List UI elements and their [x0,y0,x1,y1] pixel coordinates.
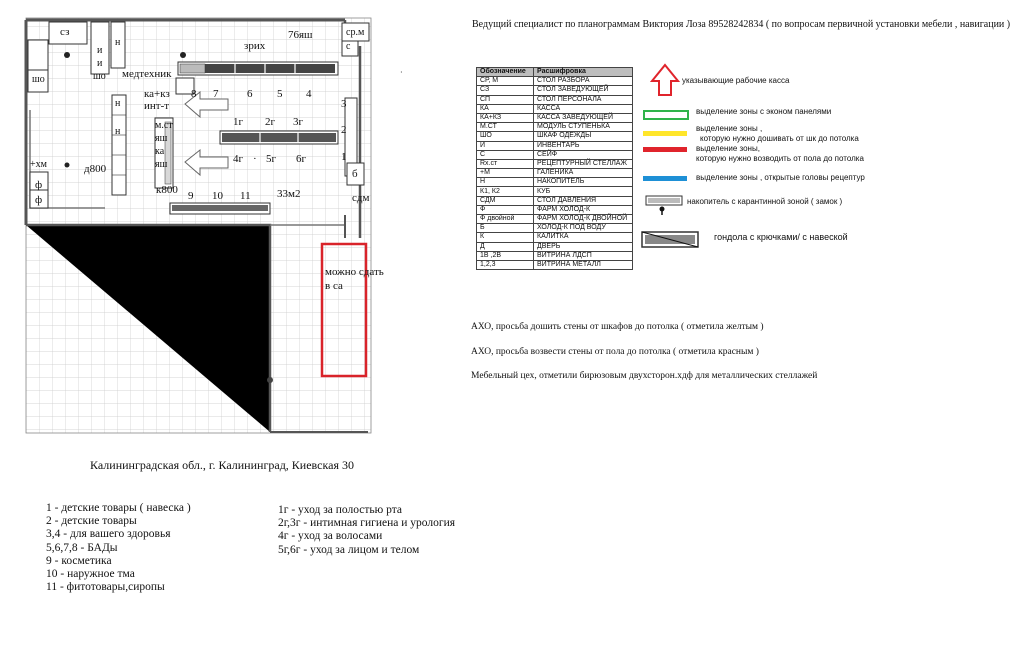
blue-zone-swatch [643,176,687,181]
label-1g: 1г [233,116,244,128]
category-item: 10 - наружное тма [46,568,135,581]
legend-row [477,141,633,150]
legend-row [477,187,633,196]
legend-desc: ГАЛЕНИКА [534,169,633,178]
legend-row [477,205,633,214]
label-sdm: сдм [352,192,370,204]
sym-yellow-text-1: выделение зоны , [696,124,763,133]
legend-code: 1В ,2В [477,251,534,260]
note-yellow-walls: АХО, просьба дошить стены от шкафов до потолка ( отметила желтым ) [471,322,764,332]
label-8: 8 [191,88,197,100]
label-rent-2: в са [325,280,343,292]
label-sho-2: шо [32,74,45,85]
legend-row [477,123,633,132]
legend-code: И [477,141,534,150]
legend-code: КА [477,104,534,113]
legend-desc: КАЛИТКА [534,233,633,242]
legend-code: К1, К2 [477,187,534,196]
label-yash-1: яш [155,133,168,144]
legend-code: ШО [477,132,534,141]
category-item: 1 - детские товары ( навеска ) [46,502,191,514]
legend-code: СДМ [477,196,534,205]
label-2g: 2г [265,116,276,128]
label-6g: 6г [296,153,307,165]
label-sho-1: шо [93,71,106,82]
legend-header-desc: Расшифровка [534,68,633,77]
gondola-hooks-icon [641,230,701,250]
label-s: с [346,41,351,52]
legend-row [477,196,633,205]
legend-desc: ШКАФ ОДЕЖДЫ [534,132,633,141]
label-dot: · [253,153,257,165]
legend-code: К [477,233,534,242]
label-4g: 4г [233,153,244,165]
legend-code: +М [477,169,534,178]
label-medtehnik: медтехник [122,68,172,80]
legend-code: 1,2,3 [477,260,534,269]
sym-blue-text: выделение зоны , открытые головы рецептур [696,173,865,182]
legend-desc: КУБ [534,187,633,196]
label-11: 11 [240,190,251,202]
label-3: 3 [341,98,347,110]
label-n-2: н [115,98,121,109]
label-int-t: инт-т [144,100,170,112]
storage-rack-1 [112,95,126,195]
legend-desc: ФАРМ ХОЛОД-К [534,205,633,214]
label-7: 7 [213,88,219,100]
legend-header-code: Обозначение [477,68,534,77]
label-f-2: ф [35,194,43,206]
contact-header: Ведущий специалист по планограммам Виктория Лоза 89528242834 ( по вопросам первичной установки мебели , навигации ) [472,19,1011,30]
legend-desc: ВИТРИНА ЛДСП [534,251,633,260]
label-10: 10 [212,190,223,202]
legend-row [477,104,633,113]
label-1: 1 [341,151,347,163]
category-item: 2 - детские товары [46,515,137,528]
legend-desc: ФАРМ ХОЛОД-К ДВОЙНОЙ [534,215,633,224]
legend-desc: СТОЛ ПЕРСОНАЛА [534,95,633,104]
label-sr-m: ср.м [346,27,365,38]
legend-row [477,77,633,86]
legend-row [477,178,633,187]
legend-desc: МОДУЛЬ СТУПЕНЬКА [534,123,633,132]
legend-row [477,86,633,95]
legend-code: Н [477,178,534,187]
legend-code: С [477,150,534,159]
label-area: 33м2 [277,188,301,200]
legend-desc: ИНВЕНТАРЬ [534,141,633,150]
address: Калининградская обл., г. Калининград, Киевская 30 [90,458,354,472]
green-zone-swatch [643,110,689,120]
sym-storage-text: накопитель с карантинной зоной ( замок ) [687,197,843,206]
legend-row [477,233,633,242]
legend-desc: СТОЛ ДАВЛЕНИЯ [534,196,633,205]
legend-code: М.СТ [477,123,534,132]
sym-red-text-2: которую нужно возводить от пола до потолка [696,154,864,163]
legend-row [477,113,633,122]
legend-row [477,150,633,159]
legend-code: Ф [477,205,534,214]
red-zone-swatch [643,147,687,152]
legend-row [477,224,633,233]
category-item: 1г - уход за полостью рта [278,504,403,516]
stray-dot: · [400,68,403,77]
legend-code: Д [477,242,534,251]
legend-table [476,67,633,270]
sym-green-text: выделение зоны с эконом панелями [696,107,832,116]
legend-row [477,169,633,178]
legend-code: Б [477,224,534,233]
label-2: 2 [341,124,347,136]
label-mst: м.ст [155,120,173,131]
cashier-block-inner [165,122,171,184]
label-6: 6 [247,88,253,100]
label-n-3: н [115,126,121,137]
storage-lock-icon [645,195,683,217]
legend-row [477,251,633,260]
category-item: 5г,6г - уход за лицом и телом [278,543,420,556]
legend-desc: ВИТРИНА МЕТАЛЛ [534,260,633,269]
note-red-walls: АХО, просьба возвести стены от пола до потолка ( отметила красным ) [471,347,759,357]
label-n-1: н [115,37,121,48]
sym-yellow-text-2: которую нужно дошивать от шк до потолка [700,134,859,143]
island-gondola-inner [222,133,336,142]
legend-code: КА+КЗ [477,113,534,122]
legend-row [477,95,633,104]
gondola-top-hatched [180,64,205,73]
label-hm: +хм [30,159,47,170]
label-4: 4 [306,88,312,100]
legend-row [477,159,633,168]
legend-row [477,215,633,224]
label-3g: 3г [293,116,304,128]
label-ka-kz: ка+кз [144,88,170,100]
legend-code: СР, М [477,77,534,86]
label-5: 5 [277,88,283,100]
sym-red-text-1: выделение зоны, [696,144,760,153]
legend-desc: СЕЙФ [534,150,633,159]
label-i-2: и [97,58,103,69]
yellow-zone-swatch [643,131,687,136]
label-ka: ка [155,146,165,157]
legend-desc: РЕЦЕПТУРНЫЙ СТЕЛЛАЖ [534,159,633,168]
rack-bottom-inner [172,205,268,211]
label-5g: 5г [266,153,277,165]
category-item: 2г,3г - интимная гигиена и урология [278,517,456,530]
legend-desc: КАССА ЗАВЕДУЮЩЕЙ [534,113,633,122]
legend-desc: СТОЛ РАЗБОРА [534,77,633,86]
red-up-arrow-icon [650,63,680,97]
legend-desc: ХОЛОД-К ПОД ВОДУ [534,224,633,233]
category-item: 5,6,7,8 - БАДы [46,541,118,554]
category-item: 9 - косметика [46,554,112,567]
legend-row [477,260,633,269]
label-rent-1: можно сдать [325,266,384,278]
categories-left [46,502,191,594]
label-k800: к800 [156,184,178,196]
cabinet-sho-top [28,40,48,70]
categories-right [278,504,455,557]
label-sz: сз [60,26,70,38]
label-zrih: зрих [244,40,266,52]
legend-code: Rx.ст [477,159,534,168]
legend-desc: СТОЛ ЗАВЕДУЮЩЕЙ [534,86,633,95]
legend-desc: ДВЕРЬ [534,242,633,251]
note-furniture-shop: Мебельный цех, отметили бирюзовым двухсторон.хдф для металлических стеллажей [471,371,818,381]
label-i-1: и [97,45,103,56]
legend-header-row [477,68,633,77]
legend-desc: НАКОПИТЕЛЬ [534,178,633,187]
floor-plan [0,0,460,440]
label-d800: д800 [84,163,107,175]
legend-code: Ф двойной [477,215,534,224]
label-yash-2: яш [155,159,168,170]
legend-code: СЗ [477,86,534,95]
legend-row [477,242,633,251]
sym-gondola-text: гондола с крючками/ с навеской [714,232,848,242]
legend-code: СП [477,95,534,104]
label-76yash: 76яш [288,29,313,41]
legend-desc: КАССА [534,104,633,113]
category-item: 4г - уход за волосами [278,530,383,543]
label-9: 9 [188,190,194,202]
label-f-1: ф [35,179,43,191]
label-b: б [352,168,358,180]
gondola-top-dark [205,64,335,73]
category-item: 3,4 - для вашего здоровья [46,528,171,541]
sym-arrow-text: указывающие рабочие касса [682,76,790,85]
legend-row [477,132,633,141]
category-item: 11 - фитотовары,сиропы [46,581,165,594]
